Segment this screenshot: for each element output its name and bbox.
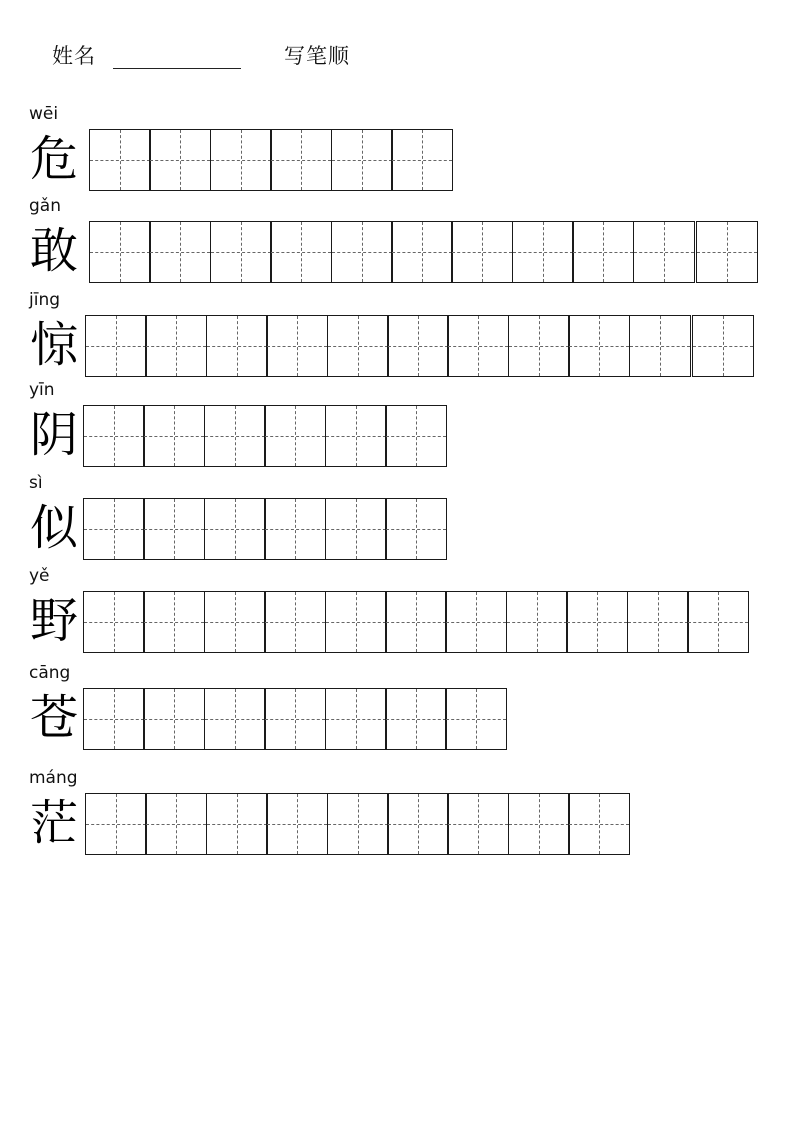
name-field-line[interactable] [113,68,241,69]
writing-box[interactable] [568,793,630,855]
writing-box[interactable] [687,591,749,653]
writing-box[interactable] [445,688,507,750]
writing-box[interactable] [447,793,509,855]
hanzi-character: 茫 [29,795,78,851]
writing-box[interactable] [210,129,272,191]
writing-box[interactable] [264,591,326,653]
writing-box[interactable] [325,591,387,653]
writing-box[interactable] [385,405,447,467]
pinyin-label: yě [29,566,50,586]
writing-box[interactable] [143,498,205,560]
writing-box[interactable] [447,315,509,377]
writing-box[interactable] [83,591,145,653]
writing-box[interactable] [266,315,328,377]
writing-box[interactable] [629,315,691,377]
writing-box[interactable] [512,221,574,283]
writing-box[interactable] [696,221,758,283]
writing-box[interactable] [270,221,332,283]
writing-box[interactable] [264,688,326,750]
writing-box[interactable] [508,315,570,377]
writing-grid [89,129,451,191]
writing-box[interactable] [149,221,211,283]
writing-box[interactable] [204,498,266,560]
pinyin-label: wēi [29,104,59,124]
pinyin-label: cāng [29,663,71,683]
writing-grid [83,405,445,467]
writing-box[interactable] [89,221,151,283]
worksheet-header [52,38,752,72]
writing-grid [85,315,752,377]
writing-box[interactable] [145,315,207,377]
writing-box[interactable] [83,498,145,560]
writing-box[interactable] [385,498,447,560]
writing-box[interactable] [85,315,147,377]
writing-box[interactable] [270,129,332,191]
writing-box[interactable] [387,315,449,377]
writing-box[interactable] [391,129,453,191]
writing-box[interactable] [325,405,387,467]
writing-grid [89,221,756,283]
writing-grid [83,591,747,653]
writing-box[interactable] [633,221,695,283]
writing-box[interactable] [210,221,272,283]
writing-box[interactable] [264,498,326,560]
writing-box[interactable] [85,793,147,855]
pinyin-label: jīng [29,290,61,310]
writing-box[interactable] [149,129,211,191]
writing-box[interactable] [445,591,507,653]
writing-box[interactable] [204,688,266,750]
pinyin-label: yīn [29,380,55,400]
writing-box[interactable] [89,129,151,191]
writing-box[interactable] [143,591,205,653]
worksheet-title: 写笔顺 [284,44,350,68]
hanzi-character: 似 [29,500,78,556]
writing-box[interactable] [204,405,266,467]
pinyin-label: sì [29,473,43,493]
pinyin-label: gǎn [29,196,61,216]
pinyin-label: máng [29,768,78,788]
writing-box[interactable] [391,221,453,283]
name-label: 姓名 [52,44,96,68]
writing-grid [85,793,629,855]
hanzi-character: 惊 [29,317,78,373]
writing-box[interactable] [264,405,326,467]
writing-box[interactable] [206,793,268,855]
writing-grid [83,688,506,750]
writing-box[interactable] [83,688,145,750]
writing-box[interactable] [451,221,513,283]
writing-box[interactable] [385,688,447,750]
writing-box[interactable] [568,315,630,377]
hanzi-character: 野 [29,593,78,649]
hanzi-character: 危 [29,131,78,187]
writing-box[interactable] [204,591,266,653]
writing-box[interactable] [508,793,570,855]
writing-box[interactable] [506,591,568,653]
writing-box[interactable] [566,591,628,653]
writing-box[interactable] [83,405,145,467]
writing-box[interactable] [692,315,754,377]
writing-box[interactable] [145,793,207,855]
writing-box[interactable] [325,498,387,560]
writing-box[interactable] [266,793,328,855]
writing-box[interactable] [331,221,393,283]
writing-box[interactable] [385,591,447,653]
hanzi-character: 苍 [29,690,78,746]
writing-box[interactable] [572,221,634,283]
writing-box[interactable] [325,688,387,750]
writing-box[interactable] [387,793,449,855]
hanzi-character: 阴 [29,407,78,463]
writing-box[interactable] [331,129,393,191]
writing-box[interactable] [627,591,689,653]
writing-box[interactable] [327,793,389,855]
writing-box[interactable] [327,315,389,377]
writing-box[interactable] [206,315,268,377]
writing-grid [83,498,445,560]
writing-box[interactable] [143,688,205,750]
writing-box[interactable] [143,405,205,467]
hanzi-character: 敢 [29,223,78,279]
